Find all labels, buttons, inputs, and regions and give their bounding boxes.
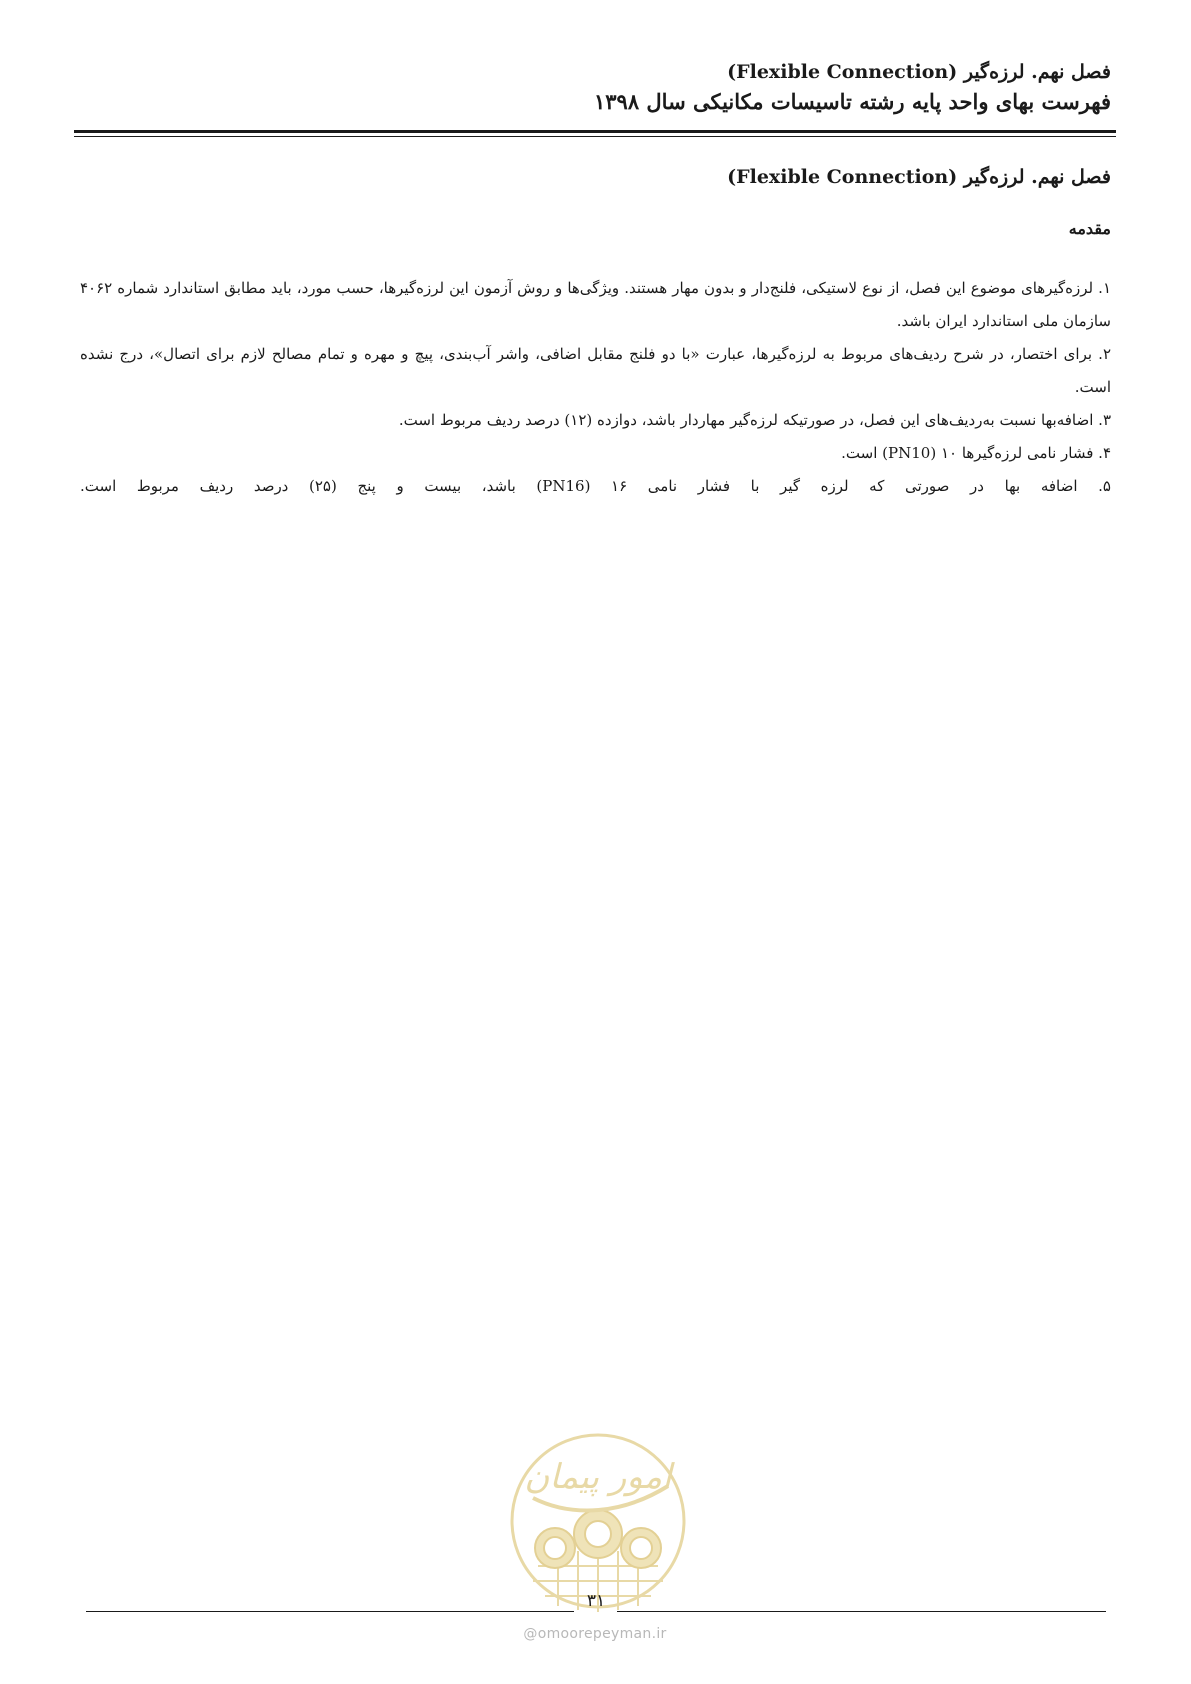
page-number: ۳۱ [586,1591,606,1611]
list-item: ۳. اضافه‌بها نسبت به‌ردیف‌های این فصل، در صورتیکه لرزه‌گیر مهاردار باشد، دوازده (۱۲) درصد ردیف مربوط است. [398,411,1111,429]
running-header [80,58,1111,118]
header-rule-thin [74,136,1116,137]
footer-rule-left [86,1611,574,1612]
introduction-list [80,272,1111,503]
section-title: مقدمه [1068,219,1111,238]
running-header-chapter: فصل نهم. لرزه‌گیر (Flexible Connection) [727,61,1111,83]
footer-rule-right [617,1611,1106,1612]
omoorepeyman-seal-icon [503,1426,693,1616]
watermark-logo-text: امور پیمان [524,1457,672,1497]
list-item: ۲. برای اختصار، در شرح ردیف‌های مربوط به لرزه‌گیرها، عبارت «با دو فلنج مقابل اضافی، واشر آب‌بندی، پیچ و مهره و تمام مصالح لازم برای اتصال»، درج نشده است. [80,345,1111,396]
site-url: @omoorepeyman.ir [523,1626,667,1642]
running-header-book-title: فهرست بهای واحد پایه رشته تاسیسات مکانیکی سال ۱۳۹۸ [593,89,1111,114]
list-item: ۴. فشار نامی لرزه‌گیرها ۱۰ (PN10) است. [841,444,1111,462]
main-content [80,162,1111,503]
header-rule-thick [74,130,1116,133]
chapter-title: فصل نهم. لرزه‌گیر (Flexible Connection) [727,166,1111,188]
list-item: ۱. لرزه‌گیرهای موضوع این فصل، از نوع لاستیکی، فلنج‌دار و بدون مهار هستند. ویژگی‌ها و روش آزمون این لرزه‌گیرها، حسب مورد، باید مطابق استاندارد شماره ۴۰۶۲ سازمان ملی استاندارد ایران باشد. [80,279,1111,330]
list-item: ۵. اضافه بها در صورتی که لرزه گیر با فشار نامی ۱۶ (PN16) باشد، بیست و پنج (۲۵) درصد ردیف مربوط است. [80,477,1111,495]
